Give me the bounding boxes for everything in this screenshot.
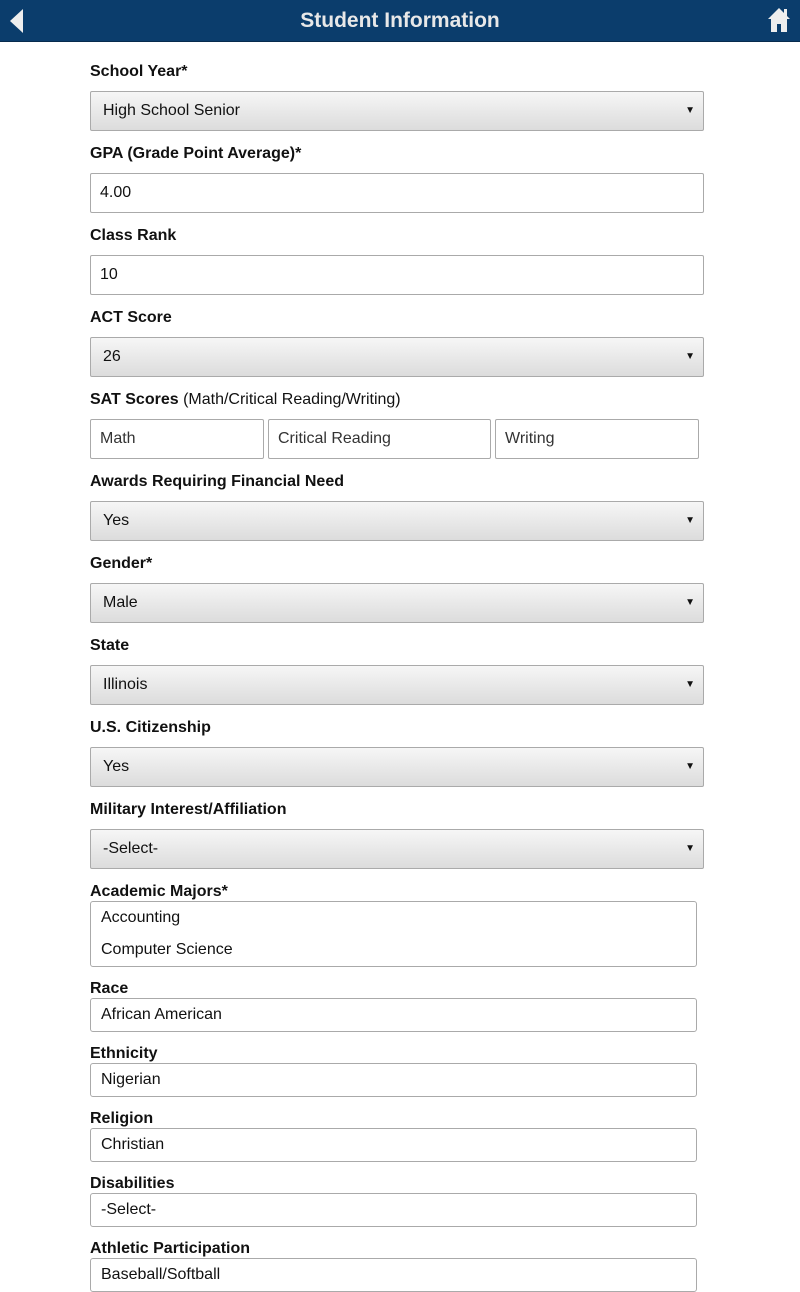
sat-writing-input[interactable]: Writing: [495, 419, 699, 459]
race-label: Race: [90, 980, 129, 997]
state-select[interactable]: [90, 665, 704, 705]
military-value: -Select-: [103, 840, 159, 857]
race-field[interactable]: [90, 998, 697, 1032]
religion-label: Religion: [90, 1110, 154, 1127]
app-header: [0, 0, 800, 42]
sat-label: [90, 391, 401, 409]
citizenship-value: Yes: [103, 758, 130, 775]
school-year-select[interactable]: [90, 91, 704, 131]
class-rank-label: Class Rank: [90, 227, 177, 244]
gpa-input[interactable]: 4.00: [90, 173, 704, 213]
sat-label-note: (Math/Critical Reading/Writing): [183, 391, 401, 408]
athletic-label: Athletic Participation: [90, 1240, 251, 1257]
page-title: Student Information: [300, 9, 500, 32]
financial-need-select[interactable]: [90, 501, 704, 541]
dropdown-arrow-icon: ▼: [685, 351, 695, 362]
dropdown-arrow-icon: ▼: [685, 597, 695, 608]
athletic-field[interactable]: [90, 1258, 697, 1292]
majors-list[interactable]: [90, 901, 697, 967]
ethnicity-field[interactable]: [90, 1063, 697, 1097]
race-value: African American: [101, 1006, 222, 1023]
act-value: 26: [103, 348, 121, 365]
disabilities-field[interactable]: [90, 1193, 697, 1227]
dropdown-arrow-icon: ▼: [685, 843, 695, 854]
home-icon[interactable]: [767, 7, 791, 33]
ethnicity-value: Nigerian: [101, 1071, 161, 1088]
ethnicity-label: Ethnicity: [90, 1045, 158, 1062]
religion-field[interactable]: [90, 1128, 697, 1162]
majors-label: Academic Majors*: [90, 883, 228, 900]
act-label: ACT Score: [90, 309, 172, 326]
state-value: Illinois: [103, 676, 148, 693]
military-select[interactable]: [90, 829, 704, 869]
gender-value: Male: [103, 594, 138, 611]
sat-reading-input[interactable]: Critical Reading: [268, 419, 491, 459]
military-label: Military Interest/Affiliation: [90, 801, 287, 818]
major-item[interactable]: Accounting: [101, 909, 181, 926]
act-select[interactable]: [90, 337, 704, 377]
school-year-label: School Year*: [90, 63, 188, 80]
dropdown-arrow-icon: ▼: [685, 105, 695, 116]
dropdown-arrow-icon: ▼: [685, 679, 695, 690]
class-rank-input[interactable]: 10: [90, 255, 704, 295]
sat-label-text: SAT Scores: [90, 391, 179, 408]
sat-math-input[interactable]: Math: [90, 419, 264, 459]
gender-label: Gender*: [90, 555, 153, 572]
major-item[interactable]: Computer Science: [101, 941, 233, 958]
dropdown-arrow-icon: ▼: [685, 515, 695, 526]
dropdown-arrow-icon: ▼: [685, 761, 695, 772]
gender-select[interactable]: [90, 583, 704, 623]
disabilities-label: Disabilities: [90, 1175, 175, 1192]
financial-need-label: Awards Requiring Financial Need: [90, 473, 344, 490]
gpa-label: GPA (Grade Point Average)*: [90, 145, 302, 162]
disabilities-value: -Select-: [101, 1201, 157, 1218]
financial-need-value: Yes: [103, 512, 130, 529]
athletic-value: Baseball/Softball: [101, 1266, 221, 1283]
religion-value: Christian: [101, 1136, 165, 1153]
citizenship-label: U.S. Citizenship: [90, 719, 211, 736]
state-label: State: [90, 637, 130, 654]
school-year-value: High School Senior: [103, 102, 240, 119]
citizenship-select[interactable]: [90, 747, 704, 787]
